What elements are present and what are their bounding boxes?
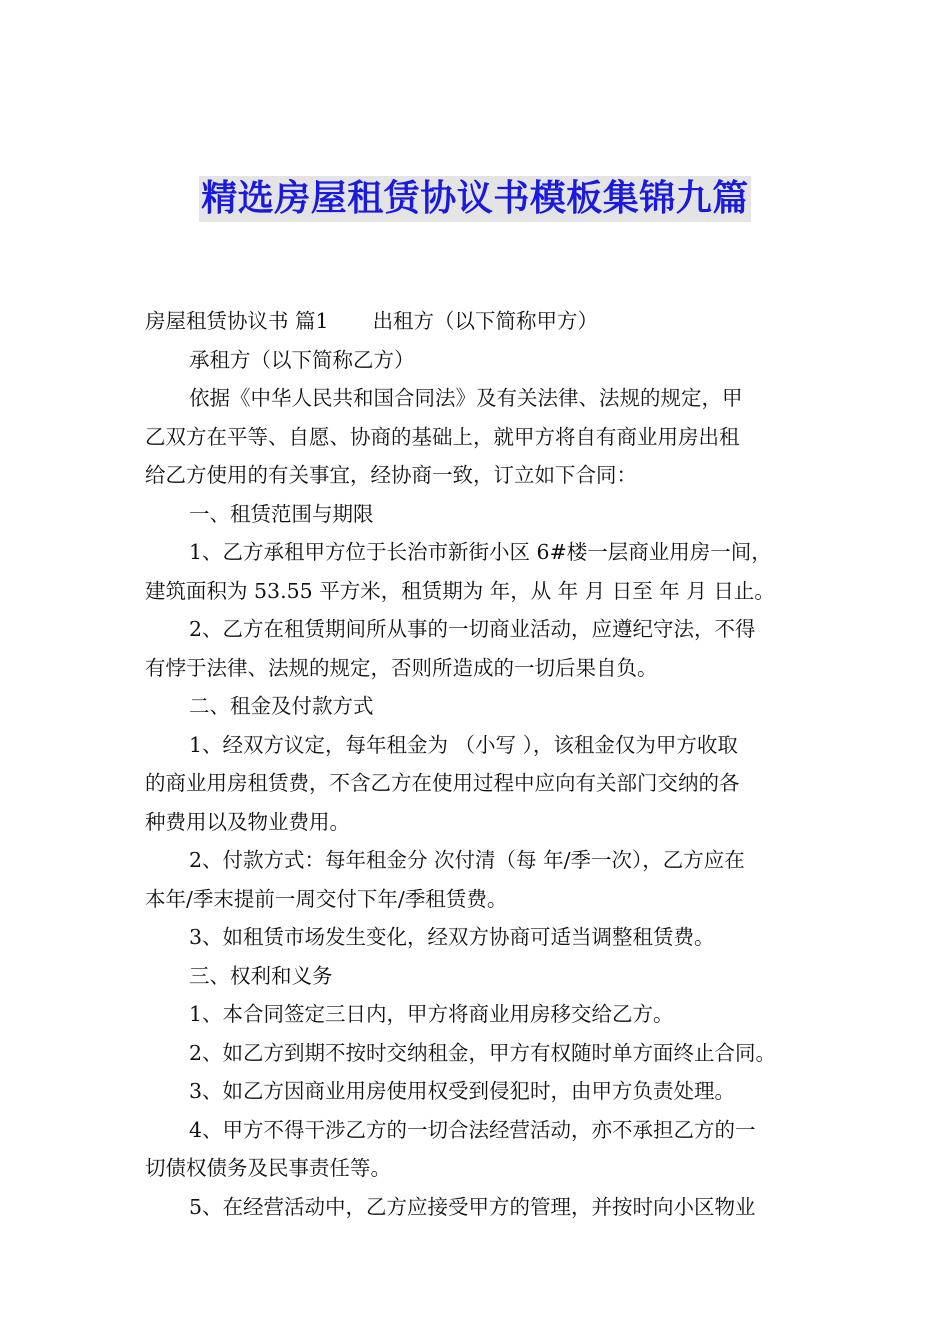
body-line: 有悖于法律、法规的规定，否则所造成的一切后果自负。 [145, 655, 658, 680]
body-line: 乙双方在平等、自愿、协商的基础上，就甲方将自有商业用房出租 [145, 424, 740, 449]
document-title: 精选房屋租赁协议书模板集锦九篇 [199, 176, 751, 222]
body-line: 依据《中华人民共和国合同法》及有关法律、法规的规定，甲 [189, 386, 743, 410]
document-body [145, 302, 813, 1226]
title-container [0, 176, 950, 222]
section-heading-line [145, 302, 813, 341]
body-line: 1、经双方议定，每年租金为 （小写 ），该租金仅为甲方收取 [189, 732, 738, 757]
body-line: 4、甲方不得干涉乙方的一切合法经营活动，亦不承担乙方的一 [189, 1117, 756, 1142]
body-line: 种费用以及物业费用。 [145, 809, 350, 834]
clause-heading: 一、租赁范围与期限 [189, 501, 374, 526]
body-line: 2、付款方式：每年租金分 次付清（每 年/季一次），乙方应在 [189, 848, 745, 872]
body-line: 给乙方使用的有关事宜，经协商一致，订立如下合同： [145, 463, 637, 487]
body-line: 1、本合同签定三日内，甲方将商业用房移交给乙方。 [189, 1002, 674, 1026]
body-line: 建筑面积为 53.55 平方米，租赁期为 年，从 年 月 日至 年 月 日止。 [145, 578, 775, 603]
body-line: 承租方（以下简称乙方） [189, 347, 415, 372]
lessor-line: 出租方（以下简称甲方） [372, 309, 599, 333]
clause-heading: 三、权利和义务 [189, 963, 333, 988]
body-line: 5、在经营活动中，乙方应接受甲方的管理，并按时向小区物业 [189, 1194, 756, 1219]
section-heading: 房屋租赁协议书 篇1 [145, 309, 329, 333]
clause-heading: 二、租金及付款方式 [189, 694, 374, 718]
body-line: 2、如乙方到期不按时交纳租金，甲方有权随时单方面终止合同。 [189, 1040, 777, 1065]
body-line: 1、乙方承租甲方位于长治市新街小区 6#楼一层商业用房一间， [189, 540, 772, 564]
body-line: 2、乙方在租赁期间所从事的一切商业活动，应遵纪守法，不得 [189, 617, 756, 641]
body-line: 切债权债务及民事责任等。 [145, 1156, 391, 1180]
body-line: 3、如租赁市场发生变化，经双方协商可适当调整租赁费。 [189, 925, 715, 949]
body-line: 本年/季末提前一周交付下年/季租赁费。 [145, 886, 508, 911]
body-line: 3、如乙方因商业用房使用权受到侵犯时，由甲方负责处理。 [189, 1079, 736, 1103]
body-line: 的商业用房租赁费，不含乙方在使用过程中应向有关部门交纳的各 [145, 771, 740, 795]
